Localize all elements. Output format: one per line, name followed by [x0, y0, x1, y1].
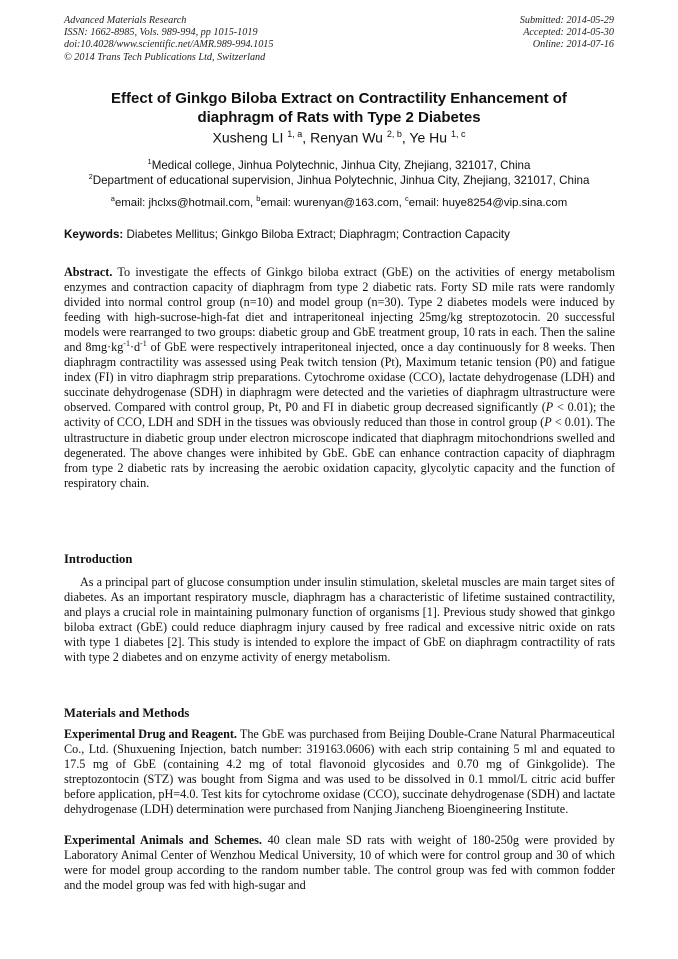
email-sup: a [110, 194, 115, 203]
animals-schemes-label: Experimental Animals and Schemes. [64, 833, 262, 847]
abstract [64, 265, 615, 491]
p-value-symbol: P [545, 400, 554, 415]
keywords-label: Keywords: [64, 228, 124, 241]
animals-schemes-paragraph [64, 833, 615, 893]
author-emails [30, 194, 648, 209]
submitted-date: Submitted: 2014-05-29 [519, 15, 614, 26]
abstract-text: < 0.01); the activity of CCO, LDH and SDH in the tissues was obviously reduced than those in control group ( [64, 400, 615, 430]
journal-issn: ISSN: 1662-8985, Vols. 989-994, pp 1015-1019 [64, 27, 258, 39]
email-sup: b [256, 194, 261, 203]
p-value-symbol: P [544, 415, 552, 430]
title-line-2: diaphragm of Rats with Type 2 Diabetes [197, 109, 481, 126]
journal-info [64, 15, 273, 64]
email-sup: c [404, 194, 409, 203]
email-text: email: jhclxs@hotmail.com, [114, 196, 257, 209]
publication-dates [520, 15, 614, 52]
author-name: Xusheng LI [212, 129, 284, 146]
drug-reagent-paragraph [64, 727, 615, 817]
abstract-text: of GbE were respectively intraperitoneal injected, once a day continuously for 8 weeks. Then diaphragm contractility was assessed using Peak twitch tension (Pt), Maximum tetanic tension (P0) and fatigue index (FI) in vitro diaphragm strip preparations. Cytochrome oxidase (CCO), lactate dehydrogenase (LDH) and succinate dehydrogenase (SDH) in diaphragm were detected and the varieties of diaphragm ultrastructure were observed. Compared with control group, Pt, P0 and FI in diabetic group decreased significantly ( [64, 340, 616, 415]
affiliation-text: Medical college, Jinhua Polytechnic, Jinhua City, Zhejiang, 321017, China [151, 158, 531, 172]
affiliation-text: Department of educational supervision, Jinhua Polytechnic, Jinhua City, Zhejiang, 321017, China [92, 173, 590, 187]
author-affil-sup: 1, a [287, 129, 303, 139]
abstract-text: To investigate the effects of Ginkgo biloba extract (GbE) on the activities of energy metabolism enzymes and contraction capacity of diaphragm from type 2 diabetic rats. Forty SD mile rats were randomly divided into normal control group (n=10) and model group (n=30). Type 2 diabetes models were induced by feeding with high-sucrose-high-fat diet and intraperitoneal injecting 25mg/kg streptozotocin. 20 successful models were rearranged to two groups: diabetic group and GbE treatment group, 10 rats in each. Then the saline and 8mg·kg [64, 265, 615, 355]
affiliation-sup: 2 [88, 172, 93, 181]
abstract-label: Abstract. [64, 265, 113, 279]
drug-reagent-text: The GbE was purchased from Beijing Double-Crane Natural Pharmaceutical Co., Ltd. (Shuxuening Injection, batch number: 319163.0606) with each strip containing 5 ml and equated to 17.5 mg of GbE (containing 4.2 mg of total flavonoid glycosides and 0.70 mg of Ginkgolide). The streptozontocin (STZ) was bought from Sigma and was used to be dissolved in 0.1 mmol/L citric acid buffer before application, pH=4.0. Test kits for cytochrome oxidase (CCO), succinate dehydrogenase (SDH) and lactate dehydrogenase (LDH) determination were purchased from Nanjing Jiancheng Bioengineering Institute. [64, 727, 616, 817]
title-line-1: Effect of Ginkgo Biloba Extract on Contractility Enhancement of [111, 90, 567, 107]
author-name: Renyan Wu [310, 129, 383, 146]
author-name: Ye Hu [409, 129, 448, 146]
author-separator: , [401, 129, 410, 146]
accepted-date: Accepted: 2014-05-30 [523, 27, 614, 39]
affiliation-sup: 1 [147, 157, 152, 166]
online-date: Online: 2014-07-16 [532, 39, 614, 51]
introduction-heading: Introduction [64, 552, 133, 566]
introduction-paragraph: As a principal part of glucose consumption under insulin stimulation, skeletal muscles are main target sites of diabetes. As an important respiratory muscle, diaphragm has a characteristic of lifetime sustained contractility, and plays a crucial role in maintaining pulmonary function of organisms [1]. Previous study showed that ginkgo biloba extract (GbE) could reduce diaphragm injury caused by free radical and excessive nitric oxide on rats with type 1 diabetes [2]. This study is intended to explore the impact of GbE on diaphragm contractility of rats with type 2 diabetes and on enzyme activity of energy metabolism. [64, 575, 615, 665]
abstract-text: < 0.01). The ultrastructure in diabetic group under electron microscope indicated that diaphragm mitochondrions swelled and degenerated. The above changes were inhibited by GbE. GbE can enhance contraction capacity of diaphragm from type 2 diabetic rats by increasing the aerobic oxidation capacity, glycolytic capacity and the function of respiratory chain. [64, 415, 615, 490]
animals-schemes-text: 40 clean male SD rats with weight of 180-250g were provided by Laboratory Animal Center of Wenzhou Medical University, 10 of which were for control group and 30 of which were for model group according to the random number table. The control group was fed with common fodder and the model group was fed with high-sugar and [64, 833, 615, 893]
keywords-text: Diabetes Mellitus; Ginkgo Biloba Extract; Diaphragm; Contraction Capacity [123, 228, 510, 241]
author-affil-sup: 1, c [450, 129, 466, 139]
author-separator: , [302, 129, 311, 146]
abstract-text: ·d [129, 340, 141, 355]
affiliation-1 [30, 157, 648, 172]
drug-reagent-label: Experimental Drug and Reagent. [64, 727, 237, 741]
journal-doi: doi:10.4028/www.scientific.net/AMR.989-994.1015 [64, 39, 274, 51]
author-affil-sup: 2, b [386, 129, 402, 139]
email-text: email: huye8254@vip.sina.com [408, 196, 568, 209]
affiliation-2 [30, 172, 648, 187]
unit-exponent: -1 [123, 339, 130, 349]
unit-exponent: -1 [140, 339, 147, 349]
keywords [64, 228, 624, 241]
author-list [40, 129, 638, 146]
email-text: email: wurenyan@163.com, [260, 196, 405, 209]
journal-copyright: © 2014 Trans Tech Publications Ltd, Switzerland [64, 51, 266, 63]
journal-name: Advanced Materials Research [64, 15, 187, 26]
paper-title [40, 89, 638, 127]
methods-heading: Materials and Methods [64, 706, 190, 720]
